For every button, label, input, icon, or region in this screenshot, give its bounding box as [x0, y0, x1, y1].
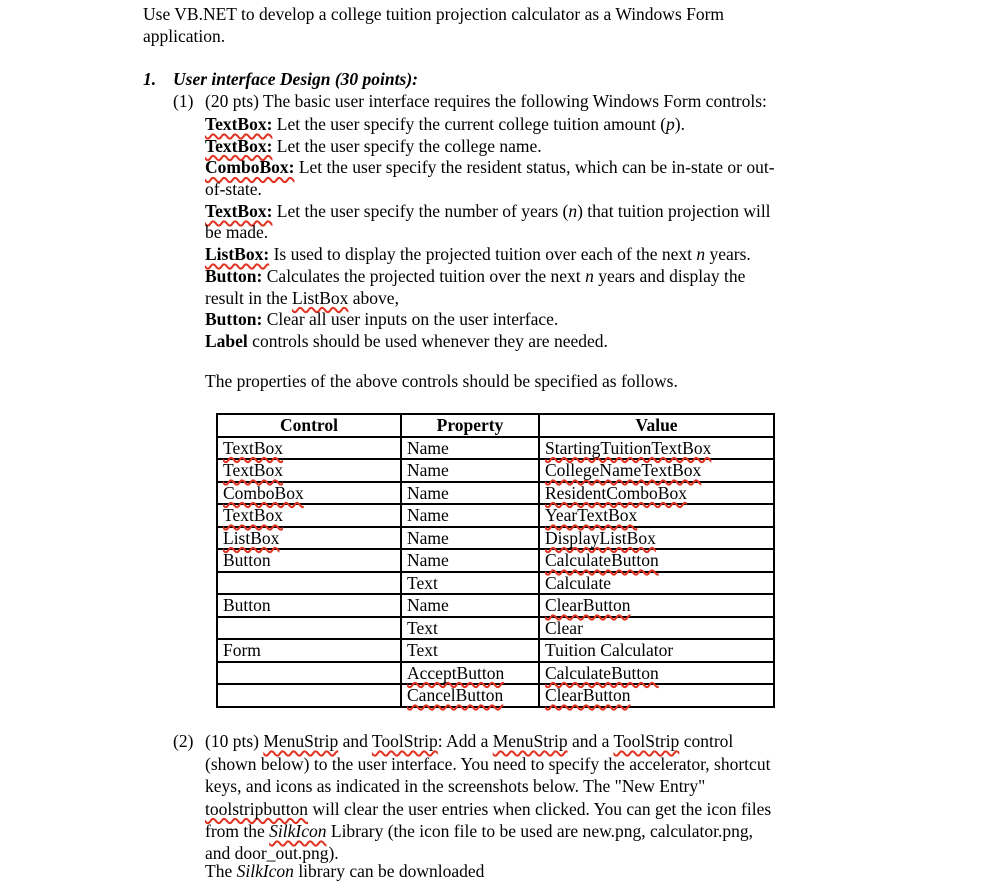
table-cell [539, 594, 774, 617]
text-run: Let the user specify the number of years ( [272, 200, 569, 221]
table-cell [401, 437, 539, 460]
item-1-intro-line [173, 91, 767, 113]
table-header-row [217, 414, 774, 437]
text-run: ). [674, 114, 685, 134]
table-cell [217, 684, 401, 707]
table-cell [401, 617, 539, 640]
text-run: n [585, 265, 594, 286]
text-line [205, 820, 771, 842]
text-run: be made. [205, 222, 269, 243]
text-run: of-state. [205, 179, 262, 200]
text-run: application. [143, 25, 226, 46]
text-run: Button [223, 550, 271, 570]
table-body [217, 437, 774, 707]
misspelled-word: ComboBox: [205, 157, 295, 178]
text-line [173, 731, 733, 753]
table-row [217, 639, 774, 662]
text-line [205, 775, 771, 797]
properties-table [216, 413, 775, 708]
table-cell [539, 549, 774, 572]
text-run: Button [223, 595, 271, 615]
text-run: library can be downloaded [293, 861, 485, 881]
table-cell [217, 504, 401, 527]
table-row [217, 459, 774, 482]
table-cell [217, 549, 401, 572]
column-header: Value [539, 414, 774, 437]
misspelled-word: AcceptButton [407, 662, 505, 683]
misspelled-word: SilkIcon [269, 820, 327, 841]
table-row [217, 549, 774, 572]
table-cell [401, 594, 539, 617]
text-line [205, 136, 775, 158]
table-row [217, 662, 774, 685]
table-cell [217, 662, 401, 685]
table-cell [217, 459, 401, 482]
table-cell [217, 482, 401, 505]
text-run: Let the user specify the current college tuition amount ( [272, 114, 667, 134]
table-cell [539, 482, 774, 505]
misspelled-word: StartingTuitionTextBox [545, 437, 712, 458]
text-run: Use VB.NET to develop a college tuition projection calculator as a Windows Form [143, 4, 725, 24]
text-run: controls should be used whenever they are needed. [247, 330, 608, 351]
misspelled-word: TextBox [223, 460, 284, 480]
text-run: Name [407, 482, 449, 503]
text-run: and a [567, 731, 614, 751]
table-cell [539, 639, 774, 662]
text-line [173, 91, 767, 113]
text-run: years. [705, 244, 751, 265]
text-run: (10 pts) [205, 731, 264, 751]
misspelled-word: ClearButton [545, 595, 631, 615]
table-row [217, 504, 774, 527]
table-cell [217, 527, 401, 550]
text-run: control [679, 731, 734, 751]
misspelled-word: ListBox: [205, 244, 270, 265]
misspelled-word: YearTextBox [545, 505, 638, 525]
table-row [217, 482, 774, 505]
text-line [205, 798, 771, 820]
text-run: Is used to display the projected tuition over each of the next [269, 244, 697, 265]
table-row [217, 527, 774, 550]
item-2-paragraph [205, 753, 771, 864]
clipped-bottom-line [205, 861, 484, 883]
table-cell [217, 617, 401, 640]
text-line [205, 331, 775, 353]
table-cell [539, 459, 774, 482]
table-header [217, 414, 774, 437]
misspelled-word: TextBox: [205, 200, 273, 221]
table-cell [401, 527, 539, 550]
table-cell [401, 459, 539, 482]
text-run: and [338, 731, 372, 751]
misspelled-word: ClearButton [545, 685, 631, 705]
section-1-heading [143, 69, 418, 91]
table-cell [217, 594, 401, 617]
misspelled-word: ToolStrip [371, 731, 438, 751]
text-line [205, 201, 775, 223]
table-cell [401, 662, 539, 685]
text-line [143, 4, 724, 26]
text-line [205, 371, 678, 393]
text-line [205, 753, 771, 775]
text-line [205, 222, 775, 244]
text-run: from the [205, 820, 270, 841]
misspelled-word: ListBox [292, 287, 349, 308]
misspelled-word: toolstripbutton [205, 798, 309, 819]
text-run: Calculates the projected tuition over the next [262, 265, 586, 286]
text-run: Name [407, 595, 449, 615]
table-cell [539, 684, 774, 707]
text-run: 1. [143, 69, 157, 89]
table-cell [539, 572, 774, 595]
table-cell [401, 572, 539, 595]
text-run: Label [205, 330, 248, 351]
misspelled-word: CalculateButton [545, 662, 659, 683]
text-run: n [568, 200, 578, 221]
table-row [217, 617, 774, 640]
text-run: Name [407, 505, 449, 525]
text-line [205, 114, 775, 136]
table-row [217, 572, 774, 595]
text-line [205, 861, 484, 883]
table-cell [539, 504, 774, 527]
table-cell [217, 572, 401, 595]
text-run: p [666, 114, 675, 134]
text-run: (20 pts) The basic user interface requires the following Windows Form controls: [205, 91, 767, 111]
misspelled-word: MenuStrip [263, 731, 339, 751]
table-row [217, 594, 774, 617]
text-line [143, 26, 724, 48]
properties-note [205, 371, 678, 393]
text-run: Button: [205, 309, 263, 330]
table-cell [401, 504, 539, 527]
text-run: Name [407, 437, 449, 458]
text-line [205, 157, 775, 179]
table-row [217, 684, 774, 707]
misspelled-word: ResidentComboBox [545, 482, 687, 503]
text-line [205, 179, 775, 201]
text-run: Text [407, 617, 438, 638]
text-run: years and display the [593, 265, 746, 286]
text-run: Let the user specify the resident status, which can be in-state or out- [294, 157, 775, 178]
text-run: Let the user specify the college name. [272, 135, 542, 156]
text-run: Name [407, 460, 449, 480]
text-run: : Add a [437, 731, 493, 751]
text-run: (1) [173, 91, 194, 111]
text-run: result in the [205, 287, 292, 308]
misspelled-word: CancelButton [407, 685, 504, 705]
text-run: and door_out.png). [205, 843, 339, 864]
controls-list [205, 114, 775, 353]
intro-paragraph [143, 4, 724, 47]
text-run: (shown below) to the user interface. You need to specify the accelerator, shortcut [205, 754, 771, 774]
text-run: (2) [173, 731, 194, 751]
misspelled-word: CollegeNameTextBox [545, 460, 702, 480]
item-2-intro-line [173, 731, 733, 753]
text-run: User interface Design (30 points): [173, 69, 418, 89]
table-cell [539, 662, 774, 685]
text-run: Form [223, 640, 261, 660]
text-run: Name [407, 550, 449, 570]
table-cell [539, 437, 774, 460]
column-header: Control [217, 414, 401, 437]
text-run: Name [407, 527, 449, 548]
text-run: n [696, 244, 706, 265]
misspelled-word: TextBox: [205, 135, 273, 156]
text-run: Clear [545, 617, 583, 638]
text-run: The [205, 861, 237, 881]
text-line [205, 266, 775, 288]
text-run: Button: [205, 265, 263, 286]
text-line [205, 244, 775, 266]
table-cell [401, 639, 539, 662]
text-run: Library (the icon file to be used are new.png, calculator.png, [326, 820, 753, 841]
text-run: SilkIcon [236, 861, 294, 881]
table-row [217, 437, 774, 460]
text-run: The properties of the above controls should be specified as follows. [205, 371, 678, 391]
table-cell [401, 684, 539, 707]
text-run: Tuition Calculator [545, 640, 674, 660]
text-run: Clear all user inputs on the user interface. [262, 309, 559, 330]
text-run: Text [407, 640, 438, 660]
misspelled-word: ToolStrip [613, 731, 680, 751]
text-run: keys, and icons as indicated in the screenshots below. The "New Entry" [205, 776, 706, 797]
text-line [205, 309, 775, 331]
misspelled-word: MenuStrip [492, 731, 568, 751]
text-line [205, 288, 775, 310]
misspelled-word: TextBox: [205, 114, 273, 134]
misspelled-word: DisplayListBox [545, 527, 656, 548]
misspelled-word: ListBox [223, 527, 280, 548]
table-cell [401, 549, 539, 572]
misspelled-word: TextBox [223, 437, 284, 458]
text-run: Calculate [545, 572, 612, 593]
table-cell [401, 482, 539, 505]
misspelled-word: ComboBox [223, 482, 304, 503]
text-run: ) that tuition projection will [577, 200, 771, 221]
table-cell [539, 527, 774, 550]
table-cell [539, 617, 774, 640]
text-line [143, 69, 418, 91]
table-cell [217, 639, 401, 662]
column-header: Property [401, 414, 539, 437]
text-run: above, [348, 287, 399, 308]
misspelled-word: TextBox [223, 505, 284, 525]
table-cell [217, 437, 401, 460]
text-run: will clear the user entries when clicked. You can get the icon files [308, 798, 772, 819]
text-run: Text [407, 572, 438, 593]
misspelled-word: CalculateButton [545, 550, 659, 570]
